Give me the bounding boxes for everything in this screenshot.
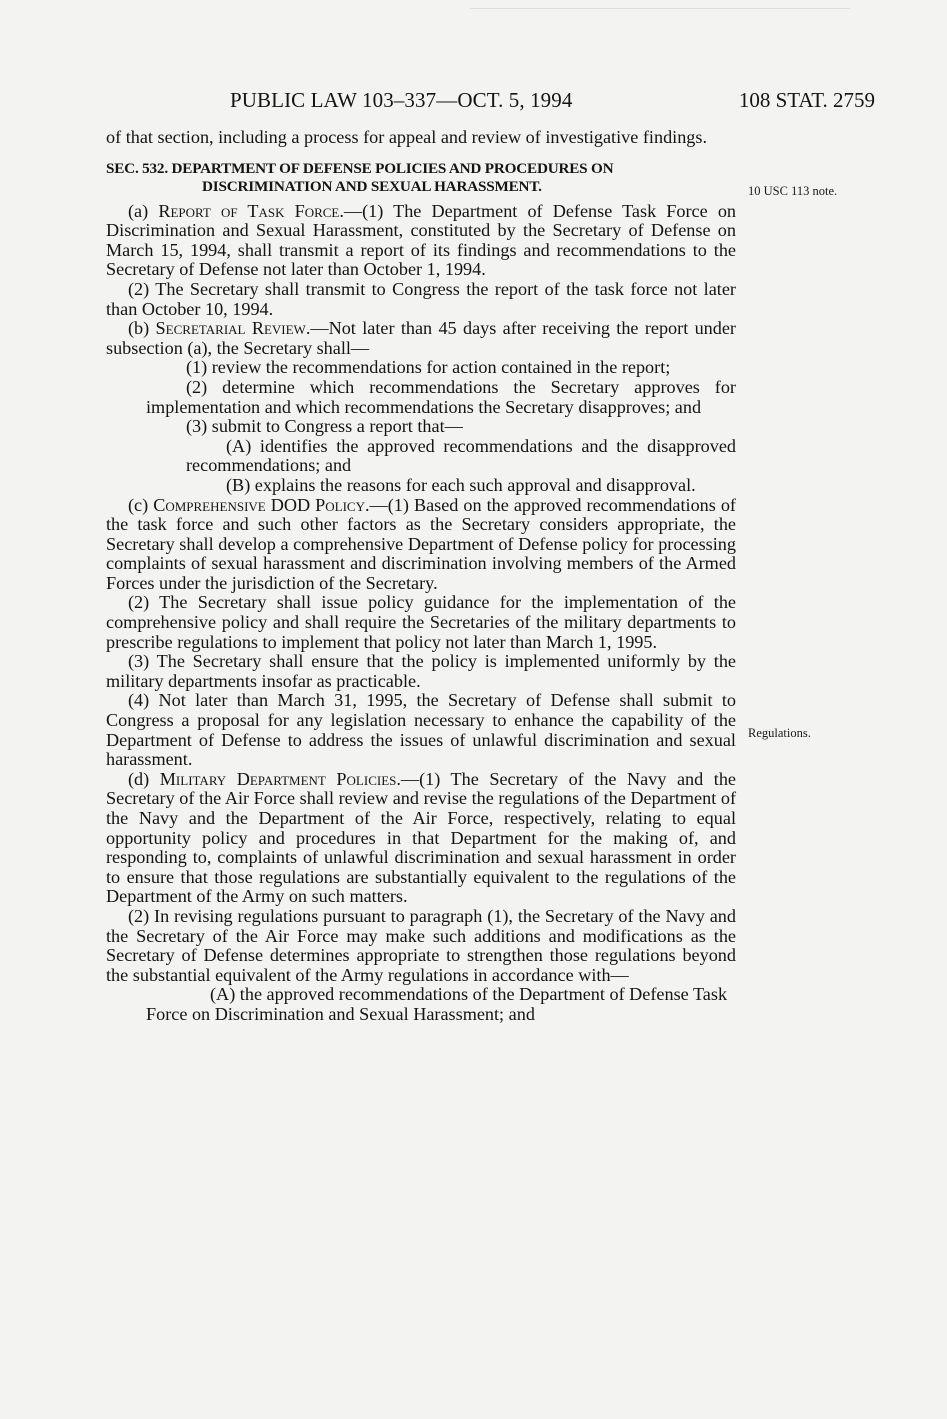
subsection-d-paragraph-2: (2) In revising regulations pursuant to paragraph (1), the Secretary of the Navy and the Secretary of the Air Force may make such additions and modifications as the Secretary of Defense determines appropriate to strengthen those regulations beyond the substantial equivalent of the Army regulations in accordance with— [106, 905, 736, 985]
subsection-d-label: (d) [128, 768, 160, 789]
subsection-a-paragraph-1 [106, 202, 736, 280]
subsection-b-item-3: (3) submit to Congress a report that— [186, 416, 463, 437]
subsection-b-intro [106, 319, 736, 358]
subsection-a-paragraph-2: (2) The Secretary shall transmit to Congress the report of the task force not later than October 10, 1994. [106, 278, 736, 319]
body-text [106, 128, 736, 1025]
subsection-c-paragraph-4: (4) Not later than March 31, 1995, the Secretary of Defense shall submit to Congress a proposal for any legislation necessary to enhance the capability of the Department of Defense to address the issues of unlawful discrimination and sexual harassment. [106, 690, 736, 770]
subsection-c-label: (c) [128, 494, 154, 515]
subsection-c-paragraph-3: (3) The Secretary shall ensure that the policy is implemented uniformly by the military departments insofar as practicable. [106, 651, 736, 691]
running-title: PUBLIC LAW 103–337—OCT. 5, 1994 [230, 88, 573, 112]
subsection-d-caption: Military Department Policies [159, 768, 397, 789]
subsection-b-item-B: (B) explains the reasons for each such approval and disapproval. [226, 474, 696, 495]
subsection-b-label: (b) [128, 318, 156, 339]
subsection-a-text-1: .—(1) The Department of Defense Task Force on Discrimination and Sexual Harassment, constituted by the Secretary of Defense on March 15, 1994, shall transmit a report of its findings and recommendations to the Secretary of Defense not later than October 1, 1994. [106, 200, 736, 280]
section-heading: SEC. 532. DEPARTMENT OF DEFENSE POLICIES AND PROCEDURES ON DISCRIMINATION AND SEXUAL HARASSMENT. [106, 159, 614, 195]
subsection-b-item-1: (1) review the recommendations for action contained in the report; [186, 357, 671, 378]
subsection-d-item-A: (A) the approved recommendations of the Department of Defense Task Force on Discrimination and Sexual Harassment; and [146, 984, 728, 1024]
page-header [0, 88, 947, 116]
stat-page-number: 108 STAT. 2759 [738, 88, 875, 112]
subsection-b-intro-text: .—Not later than 45 days after receiving the report under subsection (a), the Secretary shall— [106, 318, 736, 358]
subsection-c-paragraph-1 [106, 496, 736, 594]
subsection-a-caption: Report of Task Force [158, 200, 340, 221]
margin-note-regulations: Regulations. [748, 726, 811, 740]
subsection-b-item-2: (2) determine which recommendations the Secretary approves for implementation and which recommendations the Secretary disapproves; and [146, 376, 736, 417]
subsection-c-paragraph-2: (2) The Secretary shall issue policy guidance for the implementation of the comprehensive policy and shall require the Secretaries of the military departments to prescribe regulations to implement that policy not later than March 1, 1995. [106, 592, 736, 652]
subsection-b-item-A: (A) identifies the approved recommendations and the disapproved recommendations; and [186, 435, 736, 476]
margin-note-usc: 10 USC 113 note. [748, 184, 838, 198]
subsection-d-text-1: .—(1) The Secretary of the Navy and the Secretary of the Air Force shall review and revise the regulations of the Department of the Navy and the Department of the Air Force, respectively, relating to equal opportunity policy and procedures in that Department for the making of, and responding to, complaints of unlawful discrimination and sexual harassment in order to ensure that those regulations are substantially equivalent to the regulations of the Department of the Army on such matters. [106, 768, 736, 907]
subsection-c-text-1: .—(1) Based on the approved recommendations of the task force and such other factors as the Secretary considers appropriate, the Secretary shall develop a comprehensive Department of Defense policy for processing complaints of sexual harassment and discrimination involving members of the Armed Forces under the jurisdiction of the Secretary. [106, 494, 736, 593]
subsection-a-label: (a) [128, 200, 159, 221]
subsection-c-caption: Comprehensive DOD Policy [153, 494, 365, 515]
scan-artifact [470, 0, 850, 9]
subsection-d-paragraph-1 [106, 770, 736, 907]
subsection-b-caption: Secretarial Review [155, 318, 306, 339]
carryover-paragraph: of that section, including a process for appeal and review of investigative findings. [106, 127, 708, 147]
